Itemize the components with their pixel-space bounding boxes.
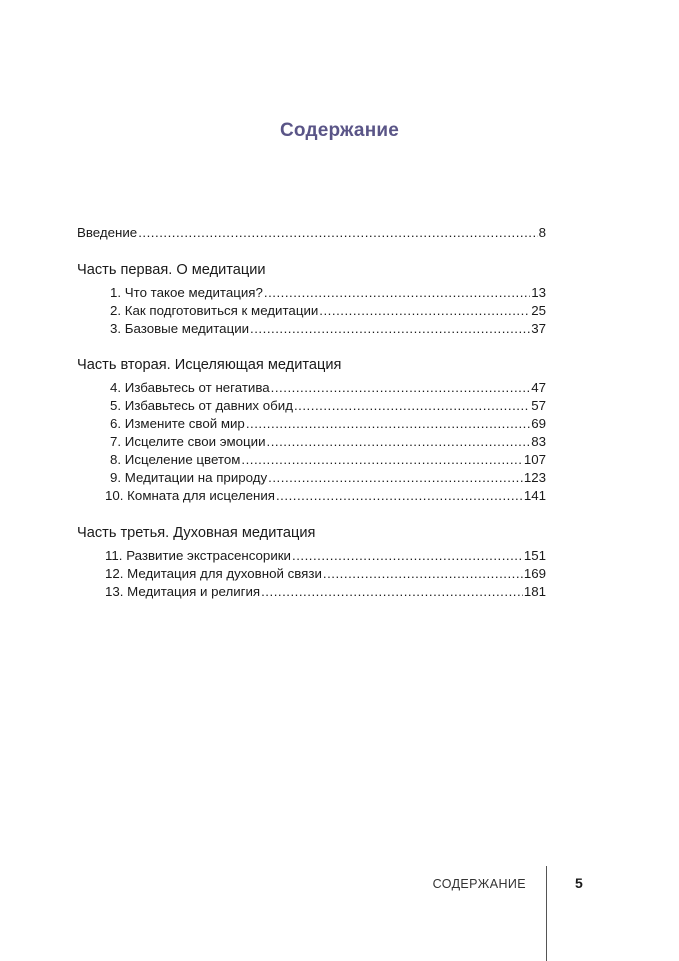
toc-entry-label: 7. Исцелите свои эмоции bbox=[110, 434, 266, 449]
page-number: 5 bbox=[575, 875, 583, 891]
dot-leader bbox=[268, 470, 523, 486]
dot-leader bbox=[319, 303, 530, 319]
toc-entry-label: 1. Что такое медитация? bbox=[110, 285, 263, 300]
toc-entry[interactable] bbox=[110, 398, 546, 414]
dot-leader bbox=[323, 566, 523, 582]
dot-leader bbox=[294, 398, 530, 414]
toc-entry-page: 107 bbox=[523, 452, 546, 467]
toc-entry-page: 13 bbox=[531, 285, 546, 300]
footer-divider bbox=[546, 866, 547, 961]
toc-entry-label: 5. Избавьтесь от давних обид bbox=[110, 398, 293, 413]
dot-leader bbox=[138, 225, 537, 241]
toc-entry-label: 6. Измените свой мир bbox=[110, 416, 245, 431]
toc-entry-page: 57 bbox=[531, 398, 546, 413]
dot-leader bbox=[261, 584, 523, 600]
dot-leader bbox=[292, 548, 523, 564]
dot-leader bbox=[271, 380, 531, 396]
dot-leader bbox=[241, 452, 522, 468]
toc-entry-page: 25 bbox=[531, 303, 546, 318]
dot-leader bbox=[267, 434, 531, 450]
toc-entry-page: 37 bbox=[531, 321, 546, 336]
toc-entry-page: 123 bbox=[523, 470, 546, 485]
toc-entry-page: 151 bbox=[523, 548, 546, 563]
toc-entry-page: 8 bbox=[538, 225, 546, 240]
toc-entry[interactable] bbox=[110, 303, 546, 319]
running-footer-section: СОДЕРЖАНИЕ bbox=[432, 877, 526, 891]
toc-entry-label: 10. Комната для исцеления bbox=[105, 488, 275, 503]
toc-entry[interactable] bbox=[110, 452, 546, 468]
toc-entry[interactable] bbox=[105, 566, 546, 582]
toc-entry[interactable] bbox=[105, 548, 546, 564]
toc-entry-page: 83 bbox=[531, 434, 546, 449]
toc-entry[interactable] bbox=[105, 584, 546, 600]
toc-entry-label: 4. Избавьтесь от негатива bbox=[110, 380, 270, 395]
toc-entry-page: 141 bbox=[523, 488, 546, 503]
toc-entry-label: 9. Медитации на природу bbox=[110, 470, 268, 485]
dot-leader bbox=[250, 321, 530, 337]
toc-entry-page: 47 bbox=[531, 380, 546, 395]
toc-entry-label: 3. Базовые медитации bbox=[110, 321, 250, 336]
toc-entry-label: 12. Медитация для духовной связи bbox=[105, 566, 322, 581]
page-title: Содержание bbox=[279, 120, 400, 141]
toc-entry-intro[interactable] bbox=[77, 225, 546, 241]
part-heading-2: Часть вторая. Исцеляющая медитация bbox=[77, 357, 342, 373]
part-heading-1: Часть первая. О медитации bbox=[77, 262, 266, 278]
toc-entry-label: Введение bbox=[77, 225, 138, 240]
toc-entry[interactable] bbox=[110, 470, 546, 486]
toc-entry[interactable] bbox=[110, 416, 546, 432]
toc-entry-label: 13. Медитация и религия bbox=[105, 584, 261, 599]
toc-entry-page: 181 bbox=[523, 584, 546, 599]
dot-leader bbox=[246, 416, 530, 432]
dot-leader bbox=[264, 285, 530, 301]
toc-entry-page: 69 bbox=[531, 416, 546, 431]
toc-entry[interactable] bbox=[105, 488, 546, 504]
toc-entry[interactable] bbox=[110, 321, 546, 337]
toc-entry-label: 2. Как подготовиться к медитации bbox=[110, 303, 319, 318]
dot-leader bbox=[276, 488, 523, 504]
toc-entry[interactable] bbox=[110, 380, 546, 396]
toc-entry-label: 11. Развитие экстрасенсорики bbox=[105, 548, 291, 563]
toc-entry-label: 8. Исцеление цветом bbox=[110, 452, 241, 467]
part-heading-3: Часть третья. Духовная медитация bbox=[77, 525, 316, 541]
toc-entry[interactable] bbox=[110, 285, 546, 301]
toc-entry[interactable] bbox=[110, 434, 546, 450]
toc-entry-page: 169 bbox=[523, 566, 546, 581]
